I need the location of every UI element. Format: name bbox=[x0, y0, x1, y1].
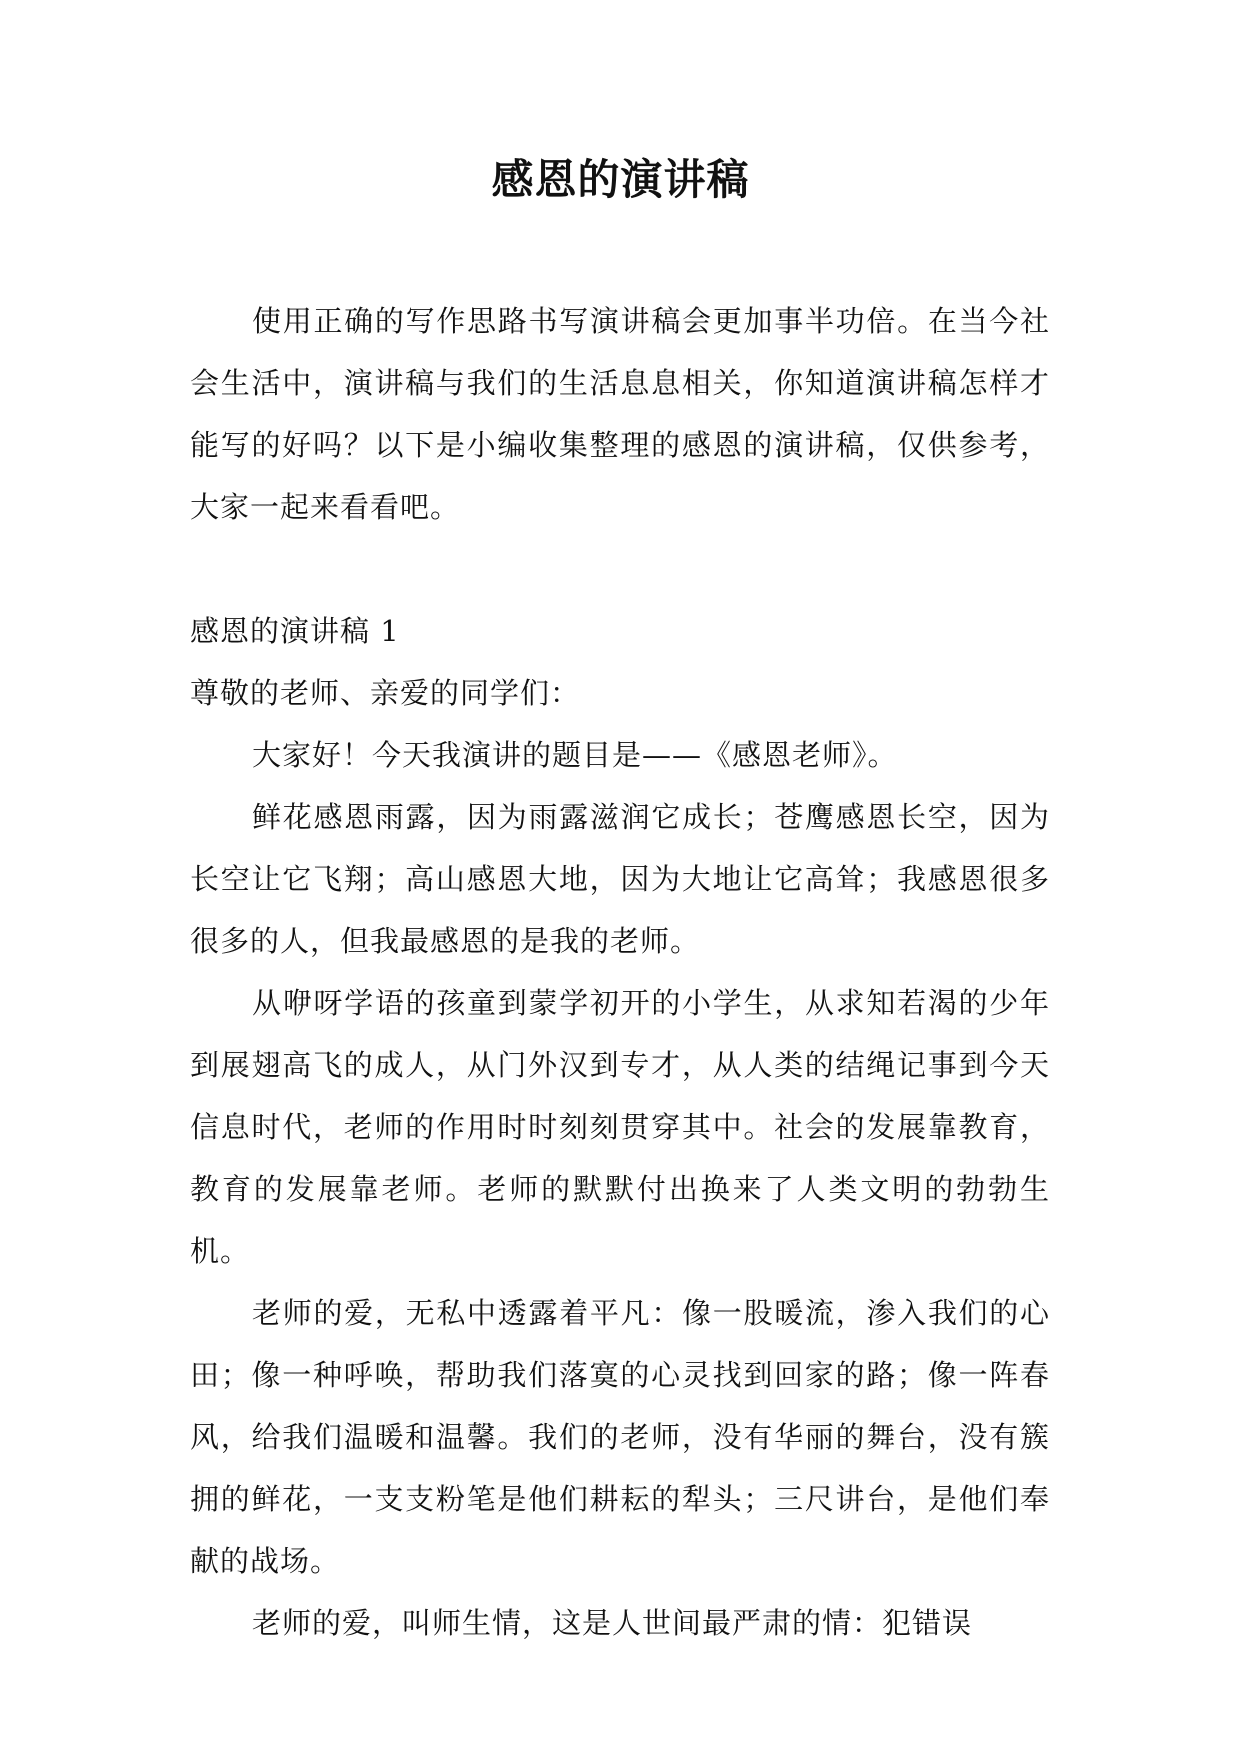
body-paragraph-1: 大家好！今天我演讲的题目是——《感恩老师》。 bbox=[252, 738, 898, 772]
paragraph-gap bbox=[190, 538, 1050, 600]
body-paragraph-5: 老师的爱，叫师生情，这是人世间最严肃的情：犯错误 bbox=[252, 1606, 973, 1640]
document-title: 感恩的演讲稿 bbox=[491, 155, 750, 204]
body-paragraph-2: 鲜花感恩雨露，因为雨露滋润它成长；苍鹰感恩长空，因为长空让它飞翔；高山感恩大地，因为大地让它高耸；我感恩很多很多的人，但我最感恩的是我的老师。 bbox=[190, 800, 1050, 958]
section-heading: 感恩的演讲稿 1 bbox=[190, 614, 400, 648]
intro-paragraph: 使用正确的写作思路书写演讲稿会更加事半功倍。在当今社会生活中，演讲稿与我们的生活息息相关，你知道演讲稿怎样才能写的好吗？以下是小编收集整理的感恩的演讲稿，仅供参考，大家一起来看看吧。 bbox=[190, 304, 1050, 524]
body-paragraph-3: 从咿呀学语的孩童到蒙学初开的小学生，从求知若渴的少年到展翅高飞的成人，从门外汉到专才，从人类的结绳记事到今天信息时代，老师的作用时时刻刻贯穿其中。社会的发展靠教育，教育的发展靠老师。老师的默默付出换来了人类文明的勃勃生机。 bbox=[190, 986, 1050, 1268]
salutation: 尊敬的老师、亲爱的同学们： bbox=[190, 676, 581, 710]
document-body bbox=[190, 290, 1050, 1654]
body-paragraph-4: 老师的爱，无私中透露着平凡：像一股暖流，渗入我们的心田；像一种呼唤，帮助我们落寞的心灵找到回家的路；像一阵春风，给我们温暖和温馨。我们的老师，没有华丽的舞台，没有簇拥的鲜花，一支支粉笔是他们耕耘的犁头；三尺讲台，是他们奉献的战场。 bbox=[190, 1296, 1050, 1578]
